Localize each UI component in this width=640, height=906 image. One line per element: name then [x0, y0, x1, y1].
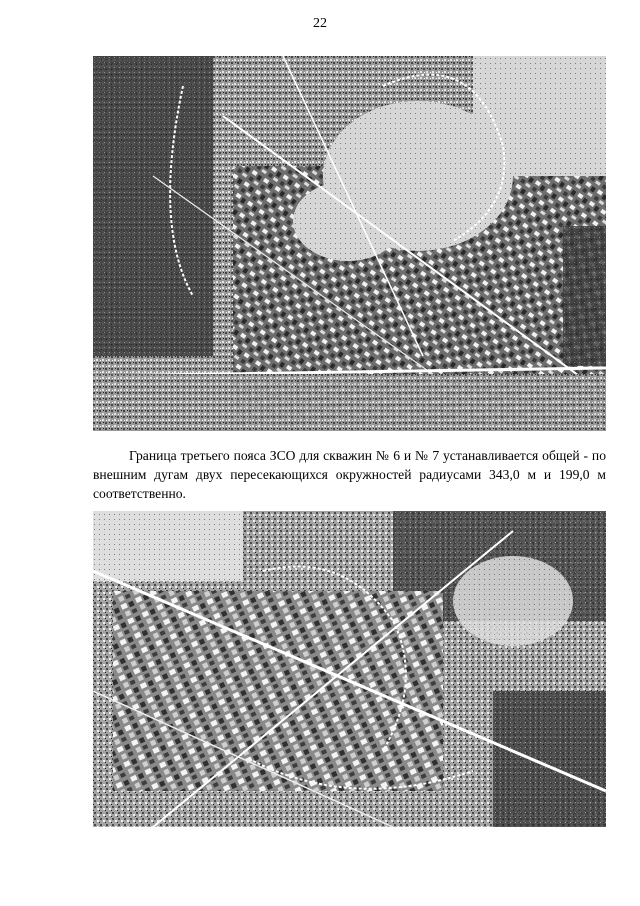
aerial-map-top: [93, 56, 606, 431]
page-number: 22: [313, 16, 327, 31]
zone-boundary-description: Граница третьего пояса ЗСО для скважин № 6 и № 7 устанавливается общей - по внешним дугам двух пересекающихся окружностей радиусами 343,0 м и 199,0 м соответственно.: [93, 448, 606, 501]
aerial-map-bottom: [93, 511, 606, 827]
aerial-map-top-image: [93, 56, 606, 431]
aerial-map-bottom-image: [93, 511, 606, 827]
